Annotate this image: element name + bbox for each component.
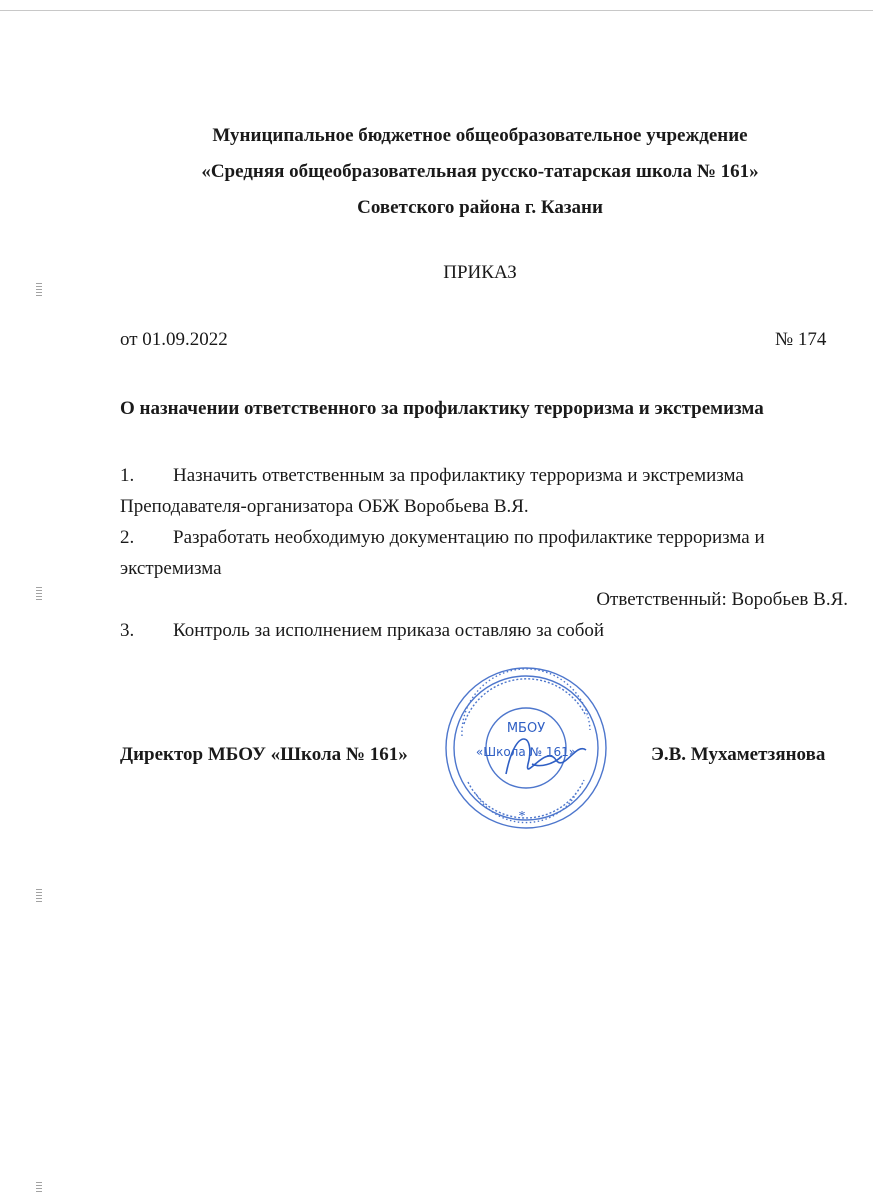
order-items	[120, 460, 860, 646]
responsible-person: Ответственный: Воробьев В.Я.	[596, 589, 848, 610]
order-number: № 174	[775, 329, 827, 350]
header-line-1: Муниципальное бюджетное общеобразовательное учреждение	[212, 125, 748, 146]
item-number: 1.	[120, 465, 135, 486]
item-text: Назначить ответственным за профилактику терроризма и экстремизма	[173, 465, 744, 486]
order-subject: О назначении ответственного за профилактику терроризма и экстремизма	[120, 398, 764, 419]
scan-speck	[36, 586, 42, 600]
scan-speck	[36, 888, 42, 902]
scan-speck	[36, 282, 42, 296]
header-line-3: Советского района г. Казани	[357, 197, 603, 218]
scan-speck	[36, 1180, 42, 1192]
stamp-star-icon: *	[518, 809, 526, 824]
list-item	[120, 615, 860, 646]
signatory-name: Э.В. Мухаметзянова	[651, 744, 826, 765]
item-number: 3.	[120, 620, 135, 641]
stamp-center-top: МБОУ	[506, 721, 546, 736]
official-stamp-icon	[436, 664, 616, 834]
list-item	[120, 460, 860, 491]
header-line-2: «Средняя общеобразовательная русско-татарская школа № 161»	[201, 161, 759, 182]
item-continuation: Преподавателя-организатора ОБЖ Воробьева В.Я.	[120, 496, 529, 517]
item-text: Контроль за исполнением приказа оставляю за собой	[173, 620, 605, 641]
stamp-center-main: «Школа № 161»	[475, 745, 577, 759]
item-continuation: экстремизма	[120, 558, 222, 579]
scan-edge-line	[0, 10, 873, 11]
list-item	[120, 522, 860, 553]
document-title: ПРИКАЗ	[443, 262, 517, 283]
signatory-position: Директор МБОУ «Школа № 161»	[120, 744, 408, 765]
order-date: от 01.09.2022	[120, 329, 228, 350]
item-number: 2.	[120, 527, 135, 548]
organization-header	[120, 118, 840, 226]
item-text: Разработать необходимую документацию по профилактике терроризма и	[173, 527, 765, 548]
